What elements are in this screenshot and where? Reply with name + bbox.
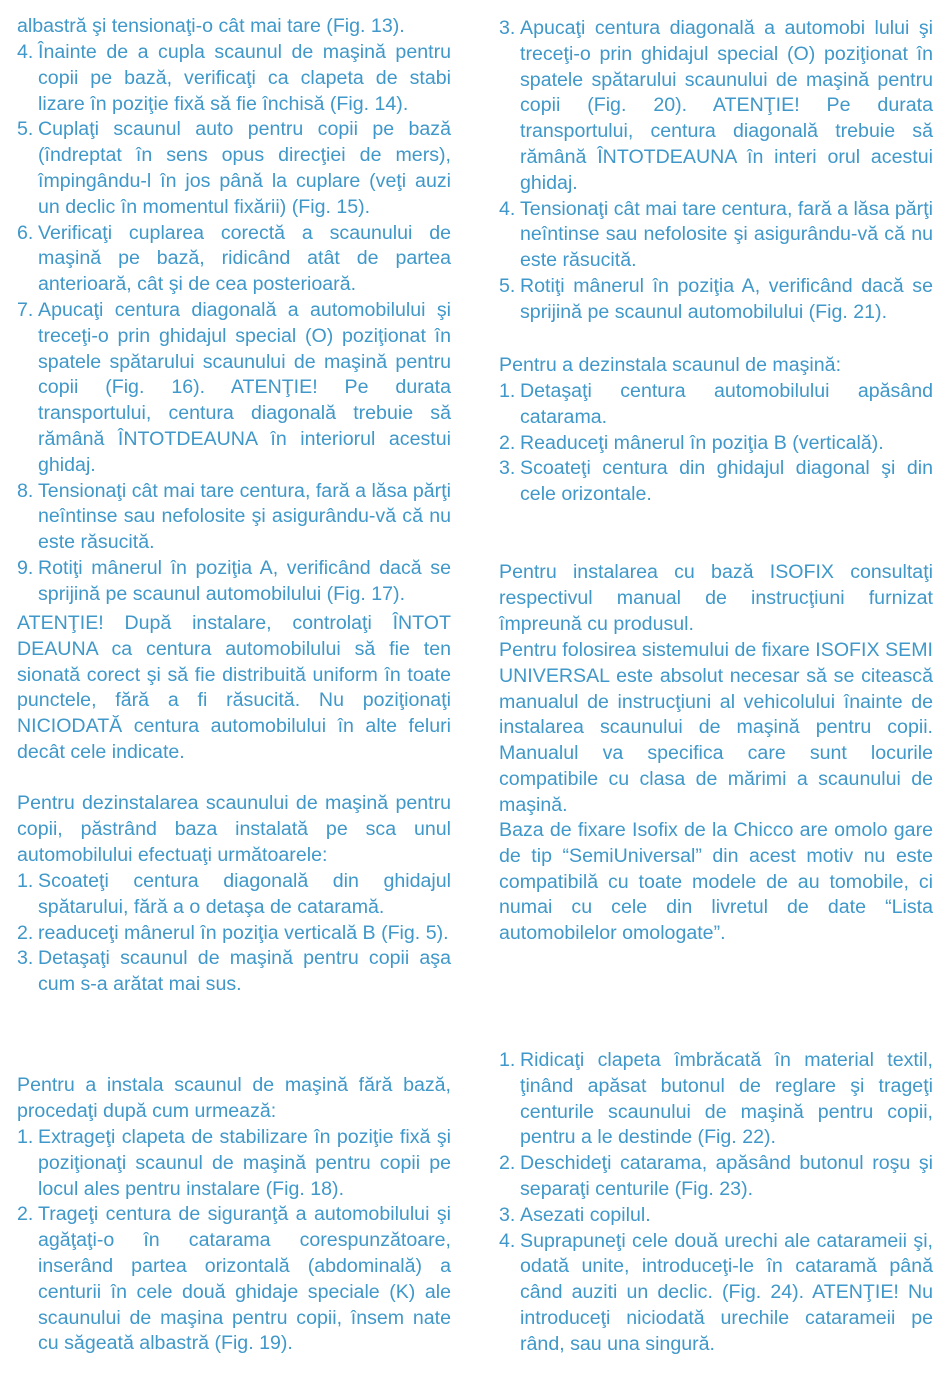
step-number: 3. [499,457,516,480]
step-text: Tensionaţi cât mai tare centura, fară a lăsa părţi neîntinse sau nefolosite şi asigurându-vă că nu este răsucită. [520,197,933,272]
list-item [499,16,933,197]
step-number: 7. [17,298,34,321]
uninstall-steps-list [499,379,933,508]
list-item [17,946,451,998]
step-number: 2. [499,431,516,454]
list-item [17,298,451,479]
step-text: Rotiţi mânerul în poziţia A, verificând dacă se sprijină pe scaunul automobilului (Fig. 17). [38,556,451,605]
list-item [499,1048,933,1151]
step-text: Deschideţi catarama, apăsând butonul roşu şi separaţi centurile (Fig. 23). [520,1152,933,1200]
step-number: 2. [499,1152,516,1175]
step-text: Verificaţi cuplarea corectă a scaunului de maşină pe bază, ridicând atât de partea anterioară, cât şi de cea posterioară. [38,221,451,296]
list-item [17,921,451,947]
list-item [499,197,933,274]
step-text: Detaşaţi centura automobilului apăsând catarama. [520,380,933,428]
step-number: 4. [499,197,516,220]
belt-steps-list [499,16,933,326]
child-steps-list [499,1048,933,1358]
no-base-steps-list [17,1125,451,1357]
list-item [17,479,451,556]
list-item [499,456,933,508]
list-item [17,1125,451,1202]
step-number: 1. [499,380,516,402]
step-number: 3. [17,947,34,970]
step-text: Rotiţi mânerul în poziţia A, verificând dacă se sprijină pe scaunul automobilului (Fig. 21). [520,274,933,323]
step-number: 8. [17,479,34,502]
step-text: Ridicaţi clapeta îmbrăcată în material textil, ţinând apăsat butonul de reglare şi trageţi centurile scaunului de maşină pentru copii, pentru a le destinde (Fig. 22). [520,1049,933,1149]
step-number: 3. [499,17,516,39]
step-text: Readuceţi mânerul în poziţia B (verticală). [520,431,884,454]
list-item [499,274,933,326]
step-text: Detaşaţi scaunul de maşină pentru copii aşa cum s-a arătat mai sus. [38,947,451,996]
install-steps-list [17,40,451,608]
isofix-homologation-paragraph: Baza de fixare Isofix de la Chicco are omolo gare de tip “SemiUniversal” din acest motiv nu este compatibilă cu toate modele de au tomobile, ci numai cu cele din livretul de date “Lista automobilelor omologate”. [499,819,933,945]
list-item [17,40,451,117]
list-item [499,379,933,431]
step-number: 9. [17,556,34,579]
step-text: Apucaţi centura diagonală a automobi lului şi treceţi-o prin ghidajul special (O) poziţionat în spatele spătarului scaunului de maşină pentru copii (Fig. 20). ATENŢIE! Pe durata transportului, centura diagonală trebuie să rămână ÎNTOTDEAUNA în interi orul acestui ghidaj. [520,17,933,194]
step-number: 4. [17,41,34,63]
list-item [17,117,451,220]
step-text: Asezati copilul. [520,1203,651,1226]
step-number: 5. [499,274,516,297]
step-text: Scoateţi centura diagonală din ghidajul spătarului, fără a o detaşa de cataramă. [38,870,451,918]
step-number: 2. [17,1203,34,1226]
isofix-paragraph: Pentru instalarea cu bază ISOFIX consultaţi respectivul manual de instrucţiuni furnizat împreună cu produsul. [499,561,933,635]
step-number: 1. [17,1126,34,1148]
list-item [499,1229,933,1358]
step-text: Înainte de a cupla scaunul de maşină pentru copii pe bază, verificaţi ca clapeta de stabi lizare în poziţie fixă să fie închisă (Fig. 14). [38,41,451,115]
list-item [17,869,451,921]
step-number: 6. [17,221,34,244]
no-base-intro: Pentru a instala scaunul de maşină fără bază, procedaţi după cum urmează: [17,1074,451,1122]
step-number: 1. [17,870,34,892]
uninstall-intro: Pentru dezinstalarea scaunului de maşină pentru copii, păstrând baza instalată pe sca unul automobilului efectuaţi următoarele: [17,792,451,866]
step-text: Scoateţi centura din ghidajul diagonal şi din cele orizontale. [520,457,933,506]
step-number: 1. [499,1049,516,1071]
step-text: Extrageţi clapeta de stabilizare în poziţie fixă şi poziţionaţi scaunul de maşină pentru copii pe locul ales pentru instalare (Fig. 18). [38,1126,451,1200]
uninstall-steps-list [17,869,451,998]
uninstall-intro: Pentru a dezinstala scaunul de maşină: [499,354,842,376]
step-text: Cuplaţi scaunul auto pentru copii pe bază (îndreptat în sens opus direcţiei de mers), împingându-l în jos până la cuplare (veţi auzi un declic în momentul fixării) (Fig. 15). [38,118,451,218]
continuation-line: albastră şi tensionaţi-o cât mai tare (Fig. 13). [17,15,405,37]
list-item [17,556,451,608]
list-item [499,1151,933,1203]
step-text: Apucaţi centura diagonală a automobilului şi treceţi-o prin ghidajul special (O) poziţionat în spatele spătarului scaunului de maşină pentru copii (Fig. 16). ATENŢIE! Pe durata transportului, centura diagonală trebuie să rămână ÎNTOTDEAUNA în interiorul acestui ghidaj. [38,298,451,476]
warning-paragraph: ATENŢIE! După instalare, controlaţi ÎNTOT DEAUNA ca centura automobilului să fie ten sionată corect şi să fie distribuită uniform în toate punctele, fără a fi răsucită. Nu poziţionaţi NICIODATĂ centura automobilului în alte feluri decât cele indicate. [17,612,451,763]
step-number: 4. [499,1229,516,1252]
step-text: Trageţi centura de siguranţă a automobilului şi agăţaţi-o în catarama corespunzătoare, inserând partea orizontală (abdominală) a centurii în cele două ghidaje speciale (K) ale scaunului de maşina pentru copii, însem nate cu săgeată albastră (Fig. 19). [38,1203,451,1355]
step-text: readuceţi mânerul în poziţia verticală B (Fig. 5). [38,921,449,944]
step-number: 3. [499,1203,516,1226]
list-item [499,1203,933,1229]
step-number: 2. [17,921,34,944]
step-number: 5. [17,118,34,141]
list-item [17,221,451,298]
list-item [17,1202,451,1357]
step-text: Tensionaţi cât mai tare centura, fară a lăsa părţi neîntinse sau nefolosite şi asigurându-vă că nu este răsucită. [38,479,451,554]
list-item [499,431,933,457]
isofix-semi-universal-paragraph: Pentru folosirea sistemului de fixare ISOFIX SEMI UNIVERSAL este absolut necesar să se citească manualul de instrucţiuni al vehicolului înainte de instalarea scaunului de maşină pentru copii. Manualul va specifica care sunt locurile compatibile cu clasa de mărimi a scaunului de maşină. [499,639,933,816]
step-text: Suprapuneţi cele două urechi ale catarameii şi, odată unite, introduceţi-le în cataramă până când auziti un declic. (Fig. 24). ATENŢIE! Nu introduceţi niciodată urechile catarameii pe rând, sau una singură. [520,1229,933,1355]
